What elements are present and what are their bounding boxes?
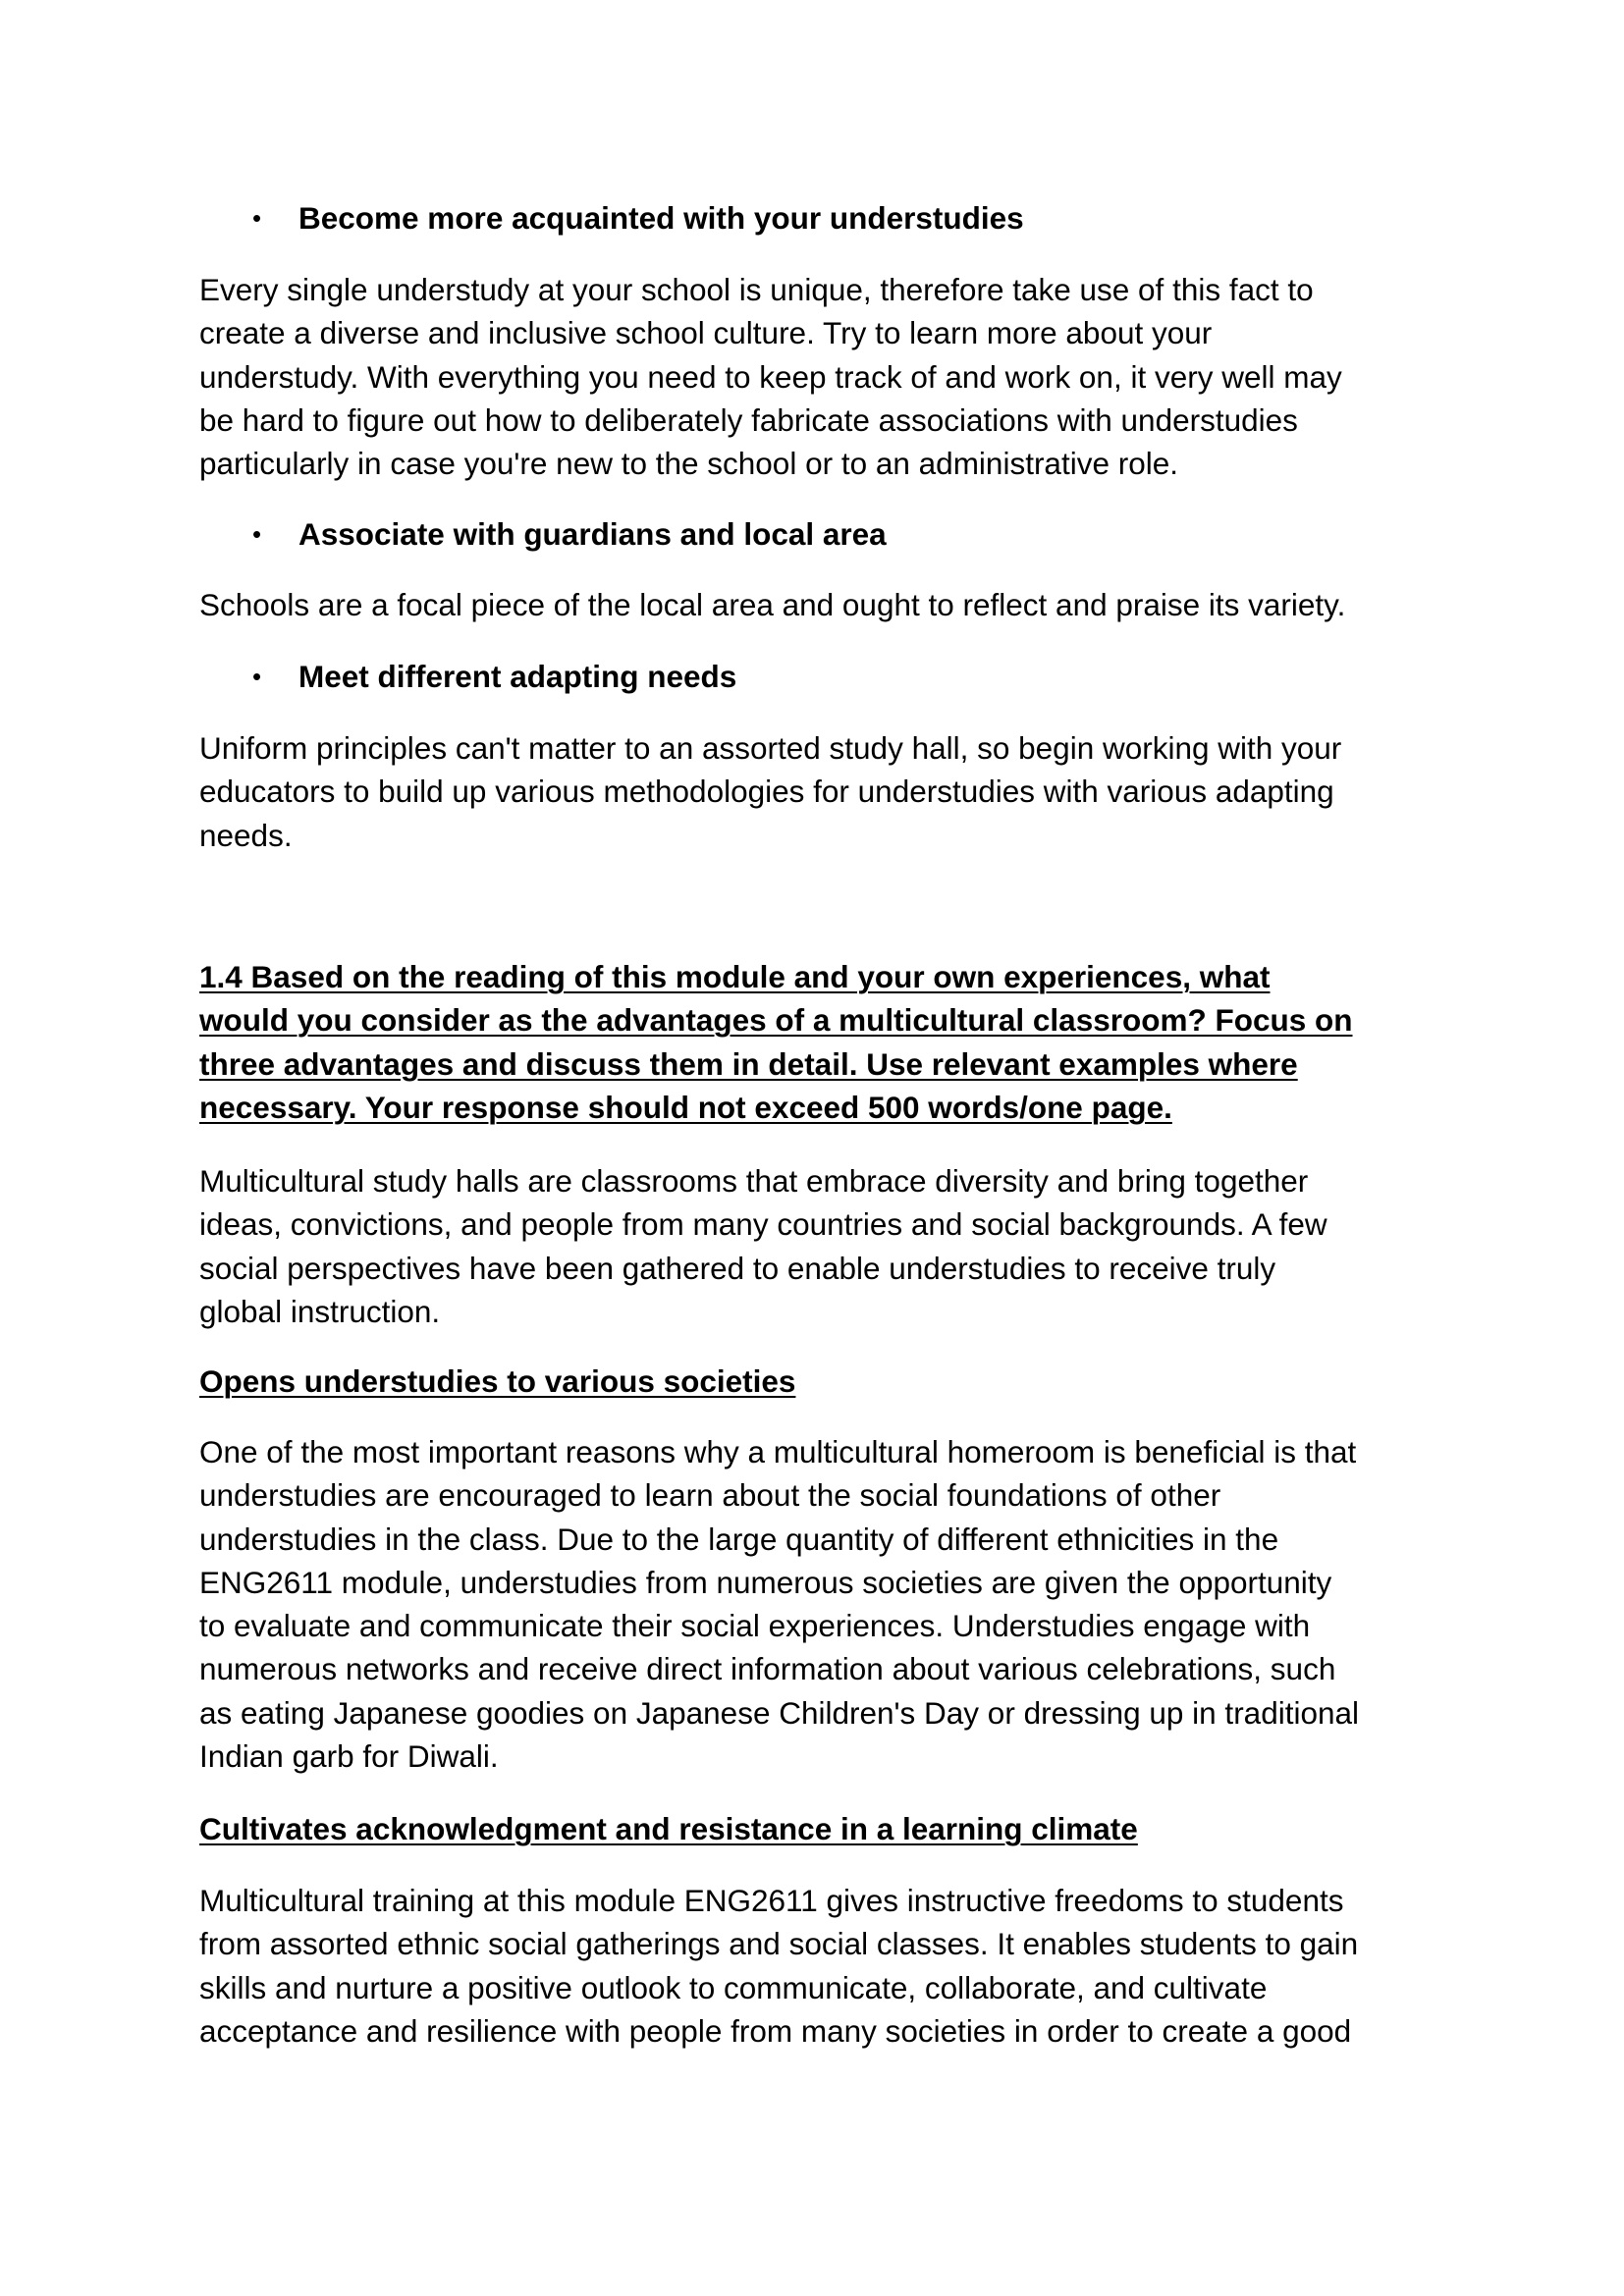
section-heading-1 [199,1360,1466,1403]
text-line: to evaluate and communicate their social experiences. Understudies engage with [199,1608,1311,1644]
text-line: global instruction. [199,1293,441,1329]
text-line: be hard to figure out how to deliberately fabricate associations with understudies [199,401,1298,438]
question-heading [199,955,1466,1129]
text-line: Indian garb for Diwali. [199,1738,499,1775]
bullet-icon: • [252,519,262,549]
text-line: Multicultural training at this module ENG2611 gives instructive freedoms to students [199,1883,1344,1918]
paragraph-3 [199,726,1466,857]
question-line: necessary. Your response should not exceed 500 words/one page. [199,1089,1172,1125]
text-line: understudies in the class. Due to the large quantity of different ethnicities in the [199,1521,1279,1557]
bullet-text: Associate with guardians and local area [298,516,887,552]
text-line: ideas, convictions, and people from many countries and social backgrounds. A few [199,1206,1327,1243]
section-paragraph-2 [199,1879,1466,2053]
text-line: understudy. With everything you need to keep track of and work on, it very well may [199,358,1342,395]
section-heading-2 [199,1807,1466,1850]
text-line: acceptance and resilience with people from many societies in order to create a good [199,2012,1352,2049]
text-line: Multicultural study halls are classrooms that embrace diversity and bring together [199,1163,1309,1199]
text-line: Schools are a focal piece of the local area and ought to reflect and praise its variety. [199,587,1346,622]
question-line: 1.4 Based on the reading of this module and your own experiences, what [199,959,1271,994]
text-line: needs. [199,817,293,853]
text-line: Every single understudy at your school is unique, therefore take use of this fact to [199,272,1314,307]
text-line: skills and nurture a positive outlook to communicate, collaborate, and cultivate [199,1969,1268,2005]
text-line: Uniform principles can't matter to an assorted study hall, so begin working with your [199,730,1342,766]
question-line: three advantages and discuss them in detail. Use relevant examples where [199,1045,1298,1082]
bullet-text: Meet different adapting needs [298,659,737,694]
paragraph-1 [199,268,1466,485]
heading-text: Opens understudies to various societies [199,1363,796,1399]
text-line: create a diverse and inclusive school culture. Try to learn more about your [199,315,1213,351]
text-line: understudies are encouraged to learn about the social foundations of other [199,1477,1221,1514]
bullet-icon: • [252,203,262,233]
text-line: ENG2611 module, understudies from numerous societies are given the opportunity [199,1564,1332,1600]
text-line: particularly in case you're new to the school or to an administrative role. [199,446,1179,482]
bullet-icon: • [252,662,262,691]
text-line: social perspectives have been gathered to enable understudies to receive truly [199,1250,1276,1286]
text-line: from assorted ethnic social gatherings and social classes. It enables students to gain [199,1926,1359,1962]
section-paragraph-1 [199,1430,1466,1778]
text-line: numerous networks and receive direct information about various celebrations, such [199,1651,1336,1687]
text-line: educators to build up various methodologies for understudies with various adapting [199,774,1334,810]
text-line: One of the most important reasons why a multicultural homeroom is beneficial is that [199,1434,1357,1469]
question-line: would you consider as the advantages of a multicultural classroom? Focus on [199,1002,1353,1039]
heading-text: Cultivates acknowledgment and resistance in a learning climate [199,1811,1138,1846]
bullet-text: Become more acquainted with your understudies [298,200,1024,236]
paragraph-2 [199,583,1466,626]
intro-paragraph [199,1159,1466,1333]
text-line: as eating Japanese goodies on Japanese Children's Day or dressing up in traditional [199,1694,1360,1731]
